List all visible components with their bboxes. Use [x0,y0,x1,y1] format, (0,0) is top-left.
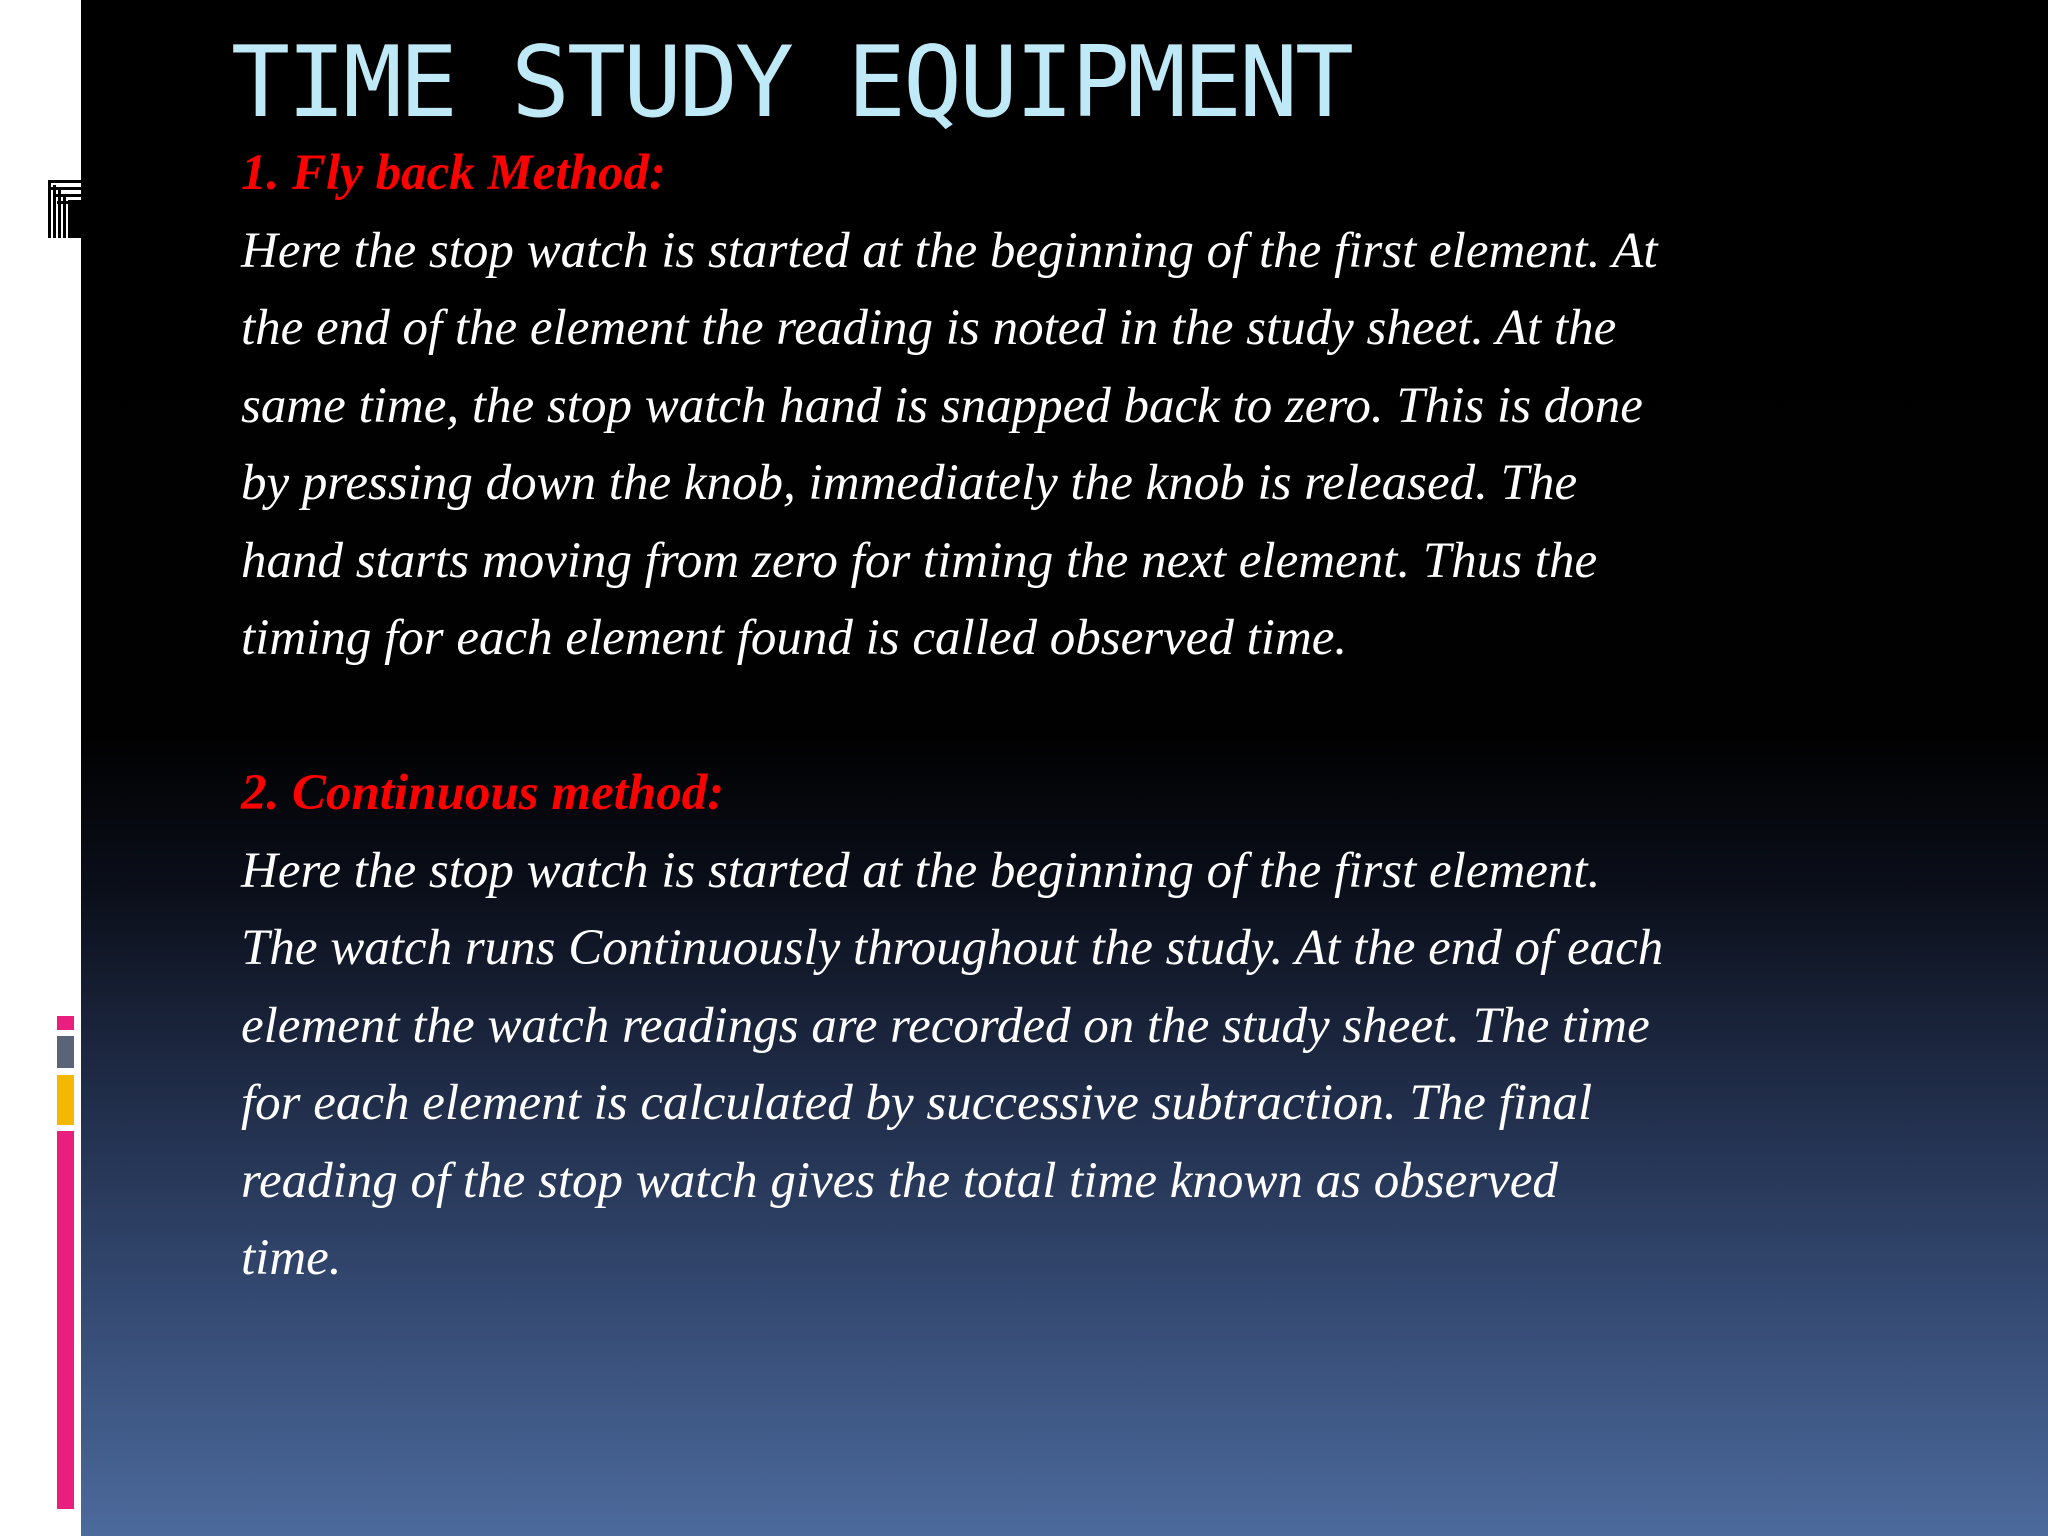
section-heading-continuous: 2. Continuous method: [241,765,725,821]
left-margin-strip [0,0,81,1536]
body-line: same time, the stop watch hand is snapped back to zero. This is done [241,377,1643,434]
accent-bar-pink-tall [57,1131,74,1509]
slide-title: TIME STUDY EQUIPMENT [231,26,1352,140]
body-line: hand starts moving from zero for timing the next element. Thus the [241,532,1598,589]
body-line: for each element is calculated by successive subtraction. The final [241,1075,1593,1131]
slide-body [241,135,1921,1298]
section-heading-fly-back: 1. Fly back Method: [241,145,666,201]
body-line: by pressing down the knob, immediately the knob is released. The [241,455,1578,511]
body-line: element the watch readings are recorded on the study sheet. The time [241,997,1650,1054]
body-line: timing for each element found is called observed time. [241,610,1348,666]
accent-bar-gray [57,1036,74,1068]
section-spacer [241,678,1921,756]
body-line: Here the stop watch is started at the beginning of the first element. At [241,222,1658,279]
body-line: The watch runs Continuously throughout the study. At the end of each [241,920,1664,976]
body-line: Here the stop watch is started at the beginning of the first element. [241,842,1601,899]
body-line: the end of the element the reading is noted in the study sheet. At the [241,300,1617,356]
decorative-lines-icon [48,180,81,238]
accent-bar-yellow [57,1075,74,1125]
body-line: reading of the stop watch gives the total time known as observed [241,1152,1558,1209]
accent-bar-pink-small [57,1016,74,1030]
body-line: time. [241,1230,342,1286]
